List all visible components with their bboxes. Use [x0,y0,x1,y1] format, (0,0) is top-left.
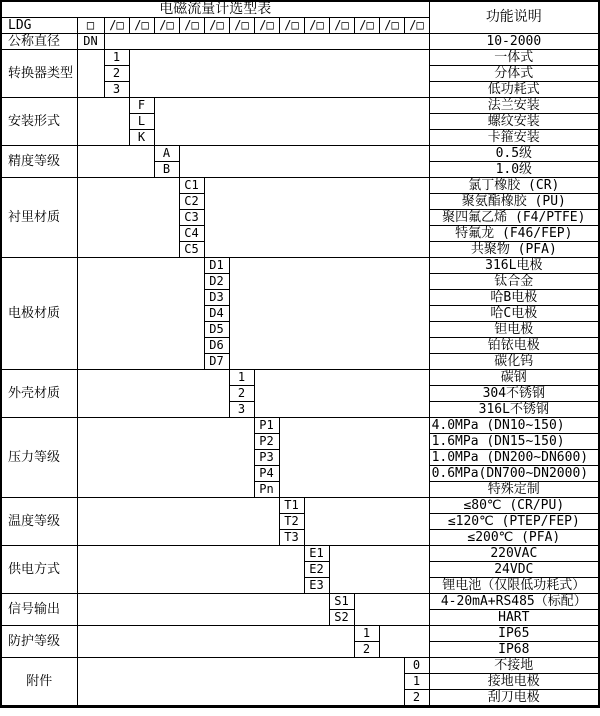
model-box: /□ [204,18,229,34]
spacer-cell [304,498,429,546]
spacer-cell [77,98,129,146]
spacer-cell [279,418,429,498]
code-cell: 2 [104,66,129,82]
category-label: 电极材质 [1,258,77,370]
code-cell: 0 [404,658,429,674]
model-prefix: LDG [1,18,77,34]
function-column-header: 功能说明 [429,1,599,34]
function-cell: 316L电极 [429,258,599,274]
spacer-cell [229,258,429,370]
function-cell: ≤120℃ (PTEP/FEP) [429,514,599,530]
page-title: 电磁流量计选型表 [1,1,429,18]
code-cell: E2 [304,562,329,578]
code-cell: 2 [404,690,429,707]
function-cell: ≤80℃ (CR/PU) [429,498,599,514]
model-box: /□ [304,18,329,34]
code-cell: L [129,114,154,130]
spacer-cell [77,370,229,418]
code-cell: D7 [204,354,229,370]
spacer-cell [154,98,429,146]
function-cell: 哈C电极 [429,306,599,322]
spacer-cell [254,370,429,418]
spacer-cell [354,594,429,626]
code-cell: D5 [204,322,229,338]
function-cell: 聚四氟乙烯 (F4/PTFE) [429,210,599,226]
code-cell: P1 [254,418,279,434]
function-cell: ≤200℃ (PFA) [429,530,599,546]
function-cell: 4-20mA+RS485（标配） [429,594,599,610]
code-cell: 3 [104,82,129,98]
function-cell: 不接地 [429,658,599,674]
code-cell: Pn [254,482,279,498]
model-box: /□ [154,18,179,34]
function-cell: 4.0MPa (DN10~150) [429,418,599,434]
category-label: 外壳材质 [1,370,77,418]
function-cell: 接地电极 [429,674,599,690]
code-cell: S1 [329,594,354,610]
code-cell: 1 [404,674,429,690]
code-cell: C5 [179,242,204,258]
code-cell: T1 [279,498,304,514]
code-cell: A [154,146,179,162]
category-label: 衬里材质 [1,178,77,258]
spacer-cell [77,178,179,258]
function-cell: 特殊定制 [429,482,599,498]
spacer-cell [329,546,429,594]
spacer-cell [129,50,429,98]
spacer-cell [77,498,279,546]
function-cell: 低功耗式 [429,82,599,98]
function-cell: 钛合金 [429,274,599,290]
code-cell: F [129,98,154,114]
function-cell: 钽电极 [429,322,599,338]
function-cell: IP65 [429,626,599,642]
code-cell: D2 [204,274,229,290]
model-box: /□ [379,18,404,34]
spacer-cell [379,626,429,658]
function-cell: 特氟龙 (F46/FEP) [429,226,599,242]
code-cell: P4 [254,466,279,482]
code-cell: C1 [179,178,204,194]
function-cell: 316L不锈钢 [429,402,599,418]
code-cell: 2 [229,386,254,402]
category-label: 公称直径 [1,34,77,50]
spacer-cell [77,258,204,370]
function-cell: 24VDC [429,562,599,578]
code-cell: C4 [179,226,204,242]
code-cell: P3 [254,450,279,466]
function-cell: 碳钢 [429,370,599,386]
code-cell: D4 [204,306,229,322]
spacer-cell [77,594,329,626]
model-box: /□ [104,18,129,34]
function-cell: 10-2000 [429,34,599,50]
spacer-cell [179,146,429,178]
model-box: /□ [329,18,354,34]
function-cell: 分体式 [429,66,599,82]
model-box: /□ [229,18,254,34]
function-cell: 法兰安装 [429,98,599,114]
function-cell: 220VAC [429,546,599,562]
model-box: /□ [129,18,154,34]
code-cell: E3 [304,578,329,594]
spacer-cell [77,50,104,98]
code-cell: 1 [229,370,254,386]
spacer-cell [77,146,154,178]
code-cell: DN [77,34,104,50]
code-cell: S2 [329,610,354,626]
spacer-cell [204,178,429,258]
function-cell: 刮刀电极 [429,690,599,707]
code-cell: P2 [254,434,279,450]
code-cell: T2 [279,514,304,530]
code-cell: K [129,130,154,146]
spacer-cell [77,418,254,498]
function-cell: HART [429,610,599,626]
model-box: /□ [254,18,279,34]
code-cell: D3 [204,290,229,306]
code-cell: C3 [179,210,204,226]
code-cell: D1 [204,258,229,274]
function-cell: 304不锈钢 [429,386,599,402]
code-cell: T3 [279,530,304,546]
function-cell: 0.5级 [429,146,599,162]
category-label: 转换器类型 [1,50,77,98]
function-cell: 哈B电极 [429,290,599,306]
code-cell: 3 [229,402,254,418]
code-cell: B [154,162,179,178]
model-box: /□ [404,18,429,34]
function-cell: 1.0级 [429,162,599,178]
spacer-cell [77,546,304,594]
function-cell: 锂电池（仅限低功耗式） [429,578,599,594]
category-label: 防护等级 [1,626,77,658]
code-cell: D6 [204,338,229,354]
function-cell: 铂铱电极 [429,338,599,354]
category-label: 精度等级 [1,146,77,178]
function-cell: 碳化钨 [429,354,599,370]
category-label: 安装形式 [1,98,77,146]
function-cell: 一体式 [429,50,599,66]
spacer-cell [104,34,429,50]
function-cell: 0.6MPa(DN700~DN2000) [429,466,599,482]
function-cell: 氯丁橡胶 (CR) [429,178,599,194]
code-cell: 2 [354,642,379,658]
model-box: /□ [179,18,204,34]
model-box: /□ [354,18,379,34]
category-label: 信号输出 [1,594,77,626]
category-label: 温度等级 [1,498,77,546]
spacer-cell [77,626,354,658]
model-box-dn: □ [77,18,104,34]
category-label: 供电方式 [1,546,77,594]
function-cell: IP68 [429,642,599,658]
code-cell: C2 [179,194,204,210]
function-cell: 卡箍安装 [429,130,599,146]
code-cell: E1 [304,546,329,562]
code-cell: 1 [354,626,379,642]
code-cell: 1 [104,50,129,66]
model-box: /□ [279,18,304,34]
function-cell: 聚氨酯橡胶 (PU) [429,194,599,210]
category-label: 压力等级 [1,418,77,498]
function-cell: 螺纹安装 [429,114,599,130]
spacer-cell [77,658,404,707]
function-cell: 1.0MPa (DN200~DN600) [429,450,599,466]
function-cell: 共聚物 (PFA) [429,242,599,258]
category-label: 附件 [1,658,77,707]
function-cell: 1.6MPa (DN15~150) [429,434,599,450]
